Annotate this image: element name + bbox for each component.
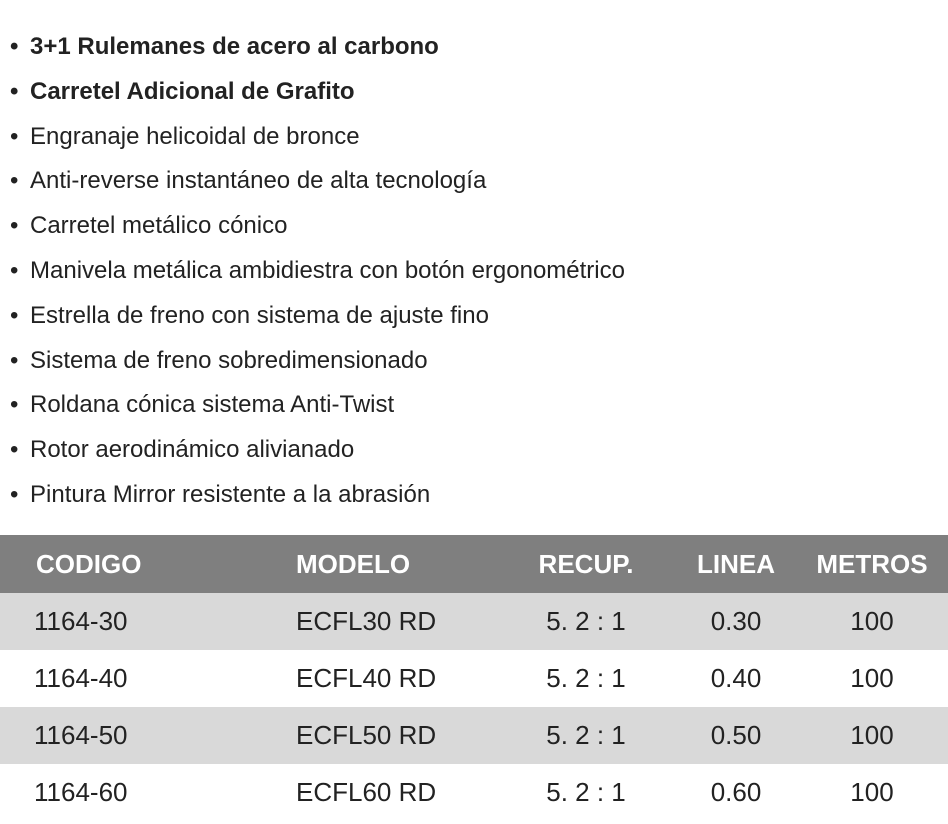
feature-item	[10, 159, 625, 204]
bullet: •	[10, 301, 19, 329]
cell-linea: 0.50	[676, 707, 796, 764]
bullet: •	[10, 346, 19, 374]
cell-linea: 0.30	[676, 593, 796, 650]
header-recup: RECUP.	[496, 535, 676, 593]
feature-item	[10, 25, 625, 70]
feature-text: Roldana cónica sistema Anti-Twist	[30, 391, 395, 419]
feature-text: Carretel metálico cónico	[30, 212, 288, 240]
feature-item	[10, 294, 625, 339]
header-metros: METROS	[796, 535, 948, 593]
feature-text: Estrella de freno con sistema de ajuste fino	[30, 301, 489, 329]
bullet: •	[10, 212, 19, 240]
feature-item	[10, 70, 625, 115]
cell-metros: 100	[850, 663, 894, 693]
cell-metros: 100	[850, 777, 894, 807]
bullet: •	[10, 436, 19, 464]
specs-table	[0, 535, 948, 821]
feature-list	[10, 25, 625, 518]
bullet: •	[10, 33, 19, 60]
cell-codigo: 1164-40	[34, 663, 128, 693]
cell-codigo: 1164-50	[0, 707, 244, 764]
feature-text: Pintura Mirror resistente a la abrasión	[30, 480, 431, 508]
bullet: •	[10, 167, 19, 195]
bullet: •	[10, 122, 19, 150]
cell-modelo: ECFL30 RD	[244, 593, 496, 650]
bullet: •	[10, 256, 19, 284]
table-row	[0, 650, 948, 707]
cell-recup: 5. 2 : 1	[546, 777, 626, 807]
cell-metros: 100	[796, 593, 948, 650]
cell-recup: 5. 2 : 1	[496, 593, 676, 650]
cell-recup: 5. 2 : 1	[496, 707, 676, 764]
header-linea: LINEA	[676, 535, 796, 593]
feature-text: Rotor aerodinámico alivianado	[30, 436, 355, 464]
cell-metros: 100	[796, 707, 948, 764]
bullet: •	[10, 77, 19, 105]
header-codigo: CODIGO	[0, 535, 244, 593]
feature-text: Engranaje helicoidal de bronce	[30, 122, 360, 150]
feature-item	[10, 204, 625, 249]
cell-modelo: ECFL50 RD	[244, 707, 496, 764]
table-header-row	[0, 535, 948, 593]
feature-item	[10, 115, 625, 160]
feature-item	[10, 473, 625, 518]
feature-item	[10, 383, 625, 428]
cell-modelo: ECFL40 RD	[296, 663, 437, 693]
cell-linea: 0.40	[710, 663, 762, 693]
feature-item	[10, 249, 625, 294]
cell-linea: 0.60	[710, 777, 762, 807]
cell-recup: 5. 2 : 1	[546, 663, 626, 693]
feature-text: Anti-reverse instantáneo de alta tecnología	[30, 167, 487, 195]
bullet: •	[10, 480, 19, 508]
feature-text: Sistema de freno sobredimensionado	[30, 346, 428, 374]
feature-item	[10, 339, 625, 384]
table-row	[0, 593, 948, 650]
cell-codigo: 1164-30	[0, 593, 244, 650]
feature-text: Manivela metálica ambidiestra con botón ergonométrico	[30, 256, 625, 284]
table-row	[0, 764, 948, 821]
feature-text: Carretel Adicional de Grafito	[30, 77, 355, 105]
cell-modelo: ECFL60 RD	[296, 777, 437, 807]
table-row	[0, 707, 948, 764]
header-modelo: MODELO	[244, 535, 496, 593]
feature-item	[10, 428, 625, 473]
bullet: •	[10, 391, 19, 419]
feature-text: 3+1 Rulemanes de acero al carbono	[30, 33, 439, 60]
cell-codigo: 1164-60	[34, 777, 128, 807]
